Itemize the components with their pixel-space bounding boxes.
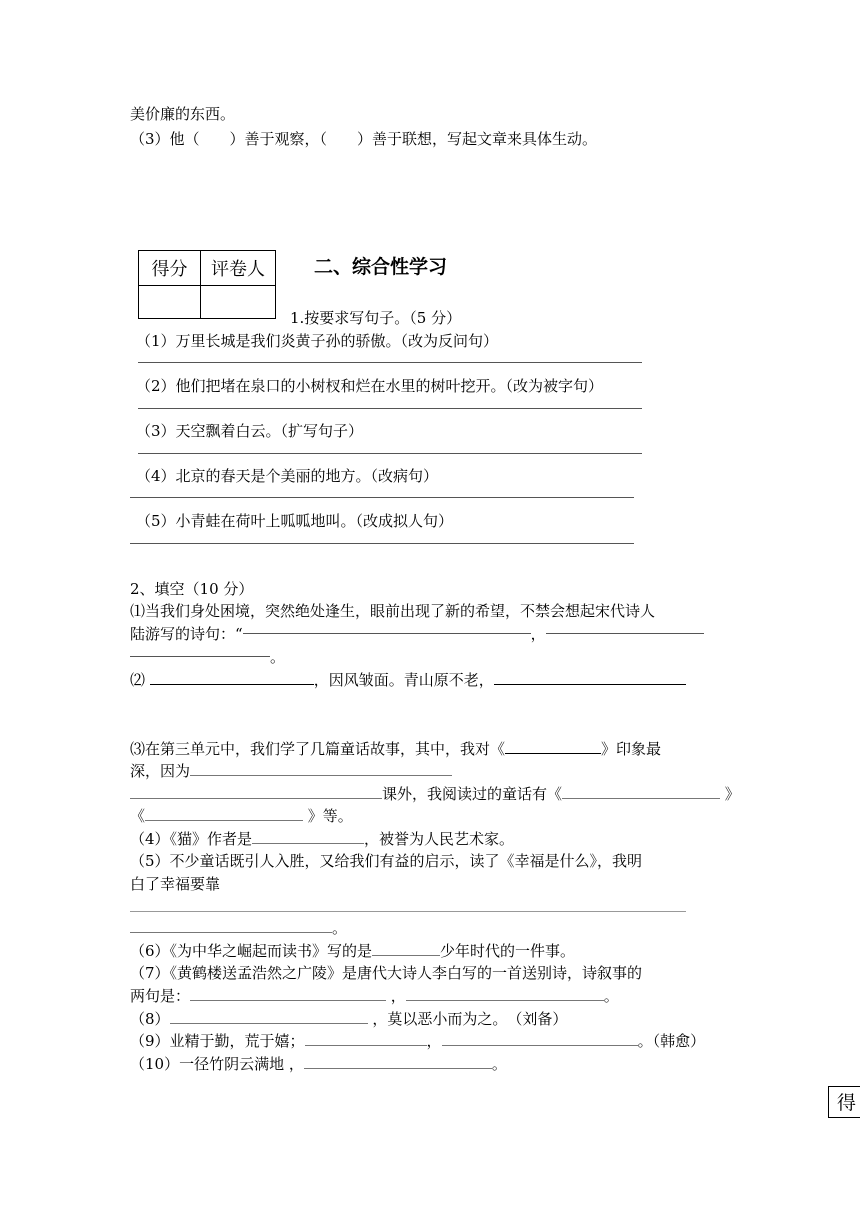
q2-heading: 2、填空（10 分） <box>130 580 254 598</box>
fill-7-text-c: ， <box>386 987 406 1005</box>
fill-8-text-a: （8） <box>130 1010 170 1028</box>
fill-1-blank-a[interactable] <box>243 633 531 634</box>
fill-7-line-2 <box>130 986 619 1006</box>
fill-2-blank-b[interactable] <box>494 670 686 685</box>
fill-9-blank-a[interactable] <box>305 1031 427 1046</box>
fill-3-text-d: 课外，我阅读过的童话有《 <box>382 785 563 803</box>
fill-3-text-g: 》等。 <box>303 807 353 825</box>
fill-7-text-d: 。 <box>603 987 619 1005</box>
fill-5-blank-2[interactable] <box>130 918 332 933</box>
fill-7-text-b: 两句是： <box>130 987 191 1005</box>
fill-3-blank-reason-2[interactable] <box>130 784 382 799</box>
q1-item-1: （1）万里长城是我们炎黄子孙的骄傲。（改为反问句） <box>136 332 499 350</box>
q1-item-2: （2）他们把堵在泉口的小树杈和烂在水里的树叶挖开。（改为被字句） <box>136 377 604 395</box>
q1-item-5: （5）小青蛙在荷叶上呱呱地叫。（改成拟人句） <box>136 512 454 530</box>
fill-1-line-2 <box>130 624 704 644</box>
fill-3-blank-book-2[interactable] <box>145 806 303 821</box>
grader-header: 评卷人 <box>201 251 276 286</box>
fill-4-text-b: ，被誉为人民艺术家。 <box>364 830 515 848</box>
fill-2-blank-a[interactable] <box>150 670 314 685</box>
answer-line-3[interactable] <box>138 453 642 454</box>
fill-4-blank[interactable] <box>252 829 364 844</box>
q1-item-3: （3）天空飘着白云。（扩写句子） <box>136 422 364 440</box>
fill-2-line <box>130 670 686 690</box>
fill-1-period: 。 <box>270 648 286 666</box>
fill-3-line-3 <box>130 784 740 804</box>
fill-5-line-2: 白了幸福要靠 <box>130 875 221 893</box>
grader-cell[interactable] <box>201 286 276 319</box>
answer-line-2[interactable] <box>138 408 642 409</box>
fill-5-period: 。 <box>332 919 348 937</box>
fill-1-blank-c[interactable] <box>130 656 270 657</box>
fill-8-text-b: ，莫以恶小而为之。 （刘备） <box>367 1010 568 1028</box>
fill-2-prefix: ⑵ <box>130 671 150 689</box>
fill-3-blank-reason[interactable] <box>190 761 452 776</box>
fill-9-line <box>130 1031 705 1051</box>
score-table <box>138 250 276 319</box>
fill-3-text-f: 《 <box>130 807 146 825</box>
fill-3-line-1 <box>130 739 661 759</box>
fill-7-blank-b[interactable] <box>406 986 604 1001</box>
fill-9-text-c: 。（韩愈） <box>637 1032 706 1050</box>
fill-3-line-4 <box>130 806 353 826</box>
fill-4-line <box>130 829 514 849</box>
fill-8-blank[interactable] <box>170 1009 368 1024</box>
top-line-1: 美价廉的东西。 <box>130 105 236 123</box>
fill-3-blank-book-1[interactable] <box>562 784 720 799</box>
fill-5-line-1: （5）不少童话既引人入胜，又给我们有益的启示，读了《幸福是什么》，我明 <box>130 852 643 870</box>
fill-3-text-b: 》印象最 <box>601 740 662 758</box>
fill-7-line-1: （7）《黄鹤楼送孟浩然之广陵》是唐代大诗人李白写的一首送别诗，诗叙事的 <box>130 964 643 982</box>
fill-8-line <box>130 1009 567 1029</box>
fill-4-text-a: （4）《猫》作者是 <box>130 830 253 848</box>
q1-item-4: （4）北京的春天是个美丽的地方。（改病句） <box>136 467 439 485</box>
fill-2-middle: ，因风皱面。青山原不老， <box>313 671 494 689</box>
fill-3-text-c: 深，因为 <box>130 762 191 780</box>
fill-3-line-2 <box>130 761 452 781</box>
fill-1-prefix: 陆游写的诗句：“ <box>130 625 243 643</box>
fill-10-blank[interactable] <box>304 1054 492 1069</box>
fill-6-blank[interactable] <box>372 941 440 956</box>
fill-5-blank-line[interactable] <box>130 911 686 912</box>
top-line-2: （3）他（ ）善于观察，（ ）善于联想，写起文章来具体生动。 <box>130 130 598 148</box>
q1-heading: 1.按要求写句子。（5 分） <box>290 309 462 327</box>
fill-10-line <box>130 1054 507 1074</box>
fill-7-blank-a[interactable] <box>190 986 386 1001</box>
fill-1-line-3 <box>130 647 285 667</box>
fill-9-text-a: （9）业精于勤，荒于嬉； <box>130 1032 305 1050</box>
fill-5-line-3 <box>130 918 347 938</box>
fill-3-text-e: 》 <box>720 785 740 803</box>
fill-3-blank-story[interactable] <box>505 739 601 754</box>
fill-6-text-a: （6）《为中华之崛起而读书》写的是 <box>130 942 373 960</box>
answer-line-4[interactable] <box>130 497 634 498</box>
answer-line-5[interactable] <box>130 543 634 544</box>
fill-6-text-b: 少年时代的一件事。 <box>440 942 576 960</box>
fill-9-blank-b[interactable] <box>442 1031 638 1046</box>
fill-10-text-a: （10）一径竹阴云满地 ， <box>130 1055 304 1073</box>
fill-1-comma: ， <box>530 625 546 643</box>
fill-9-text-b: ， <box>426 1032 442 1050</box>
fill-6-line <box>130 941 575 961</box>
score-header: 得分 <box>139 251 201 286</box>
section-title: 二、综合性学习 <box>314 256 448 278</box>
fill-1-line-1: ⑴当我们身处困境，突然绝处逢生，眼前出现了新的希望，不禁会想起宋代诗人 <box>130 602 656 620</box>
answer-line-1[interactable] <box>138 362 642 363</box>
fill-1-blank-b[interactable] <box>546 633 704 634</box>
score-cell[interactable] <box>139 286 201 319</box>
fill-10-text-b: 。 <box>491 1055 507 1073</box>
next-score-box: 得 <box>828 1086 860 1118</box>
fill-3-text-a: ⑶在第三单元中，我们学了几篇童话故事，其中，我对《 <box>130 740 506 758</box>
